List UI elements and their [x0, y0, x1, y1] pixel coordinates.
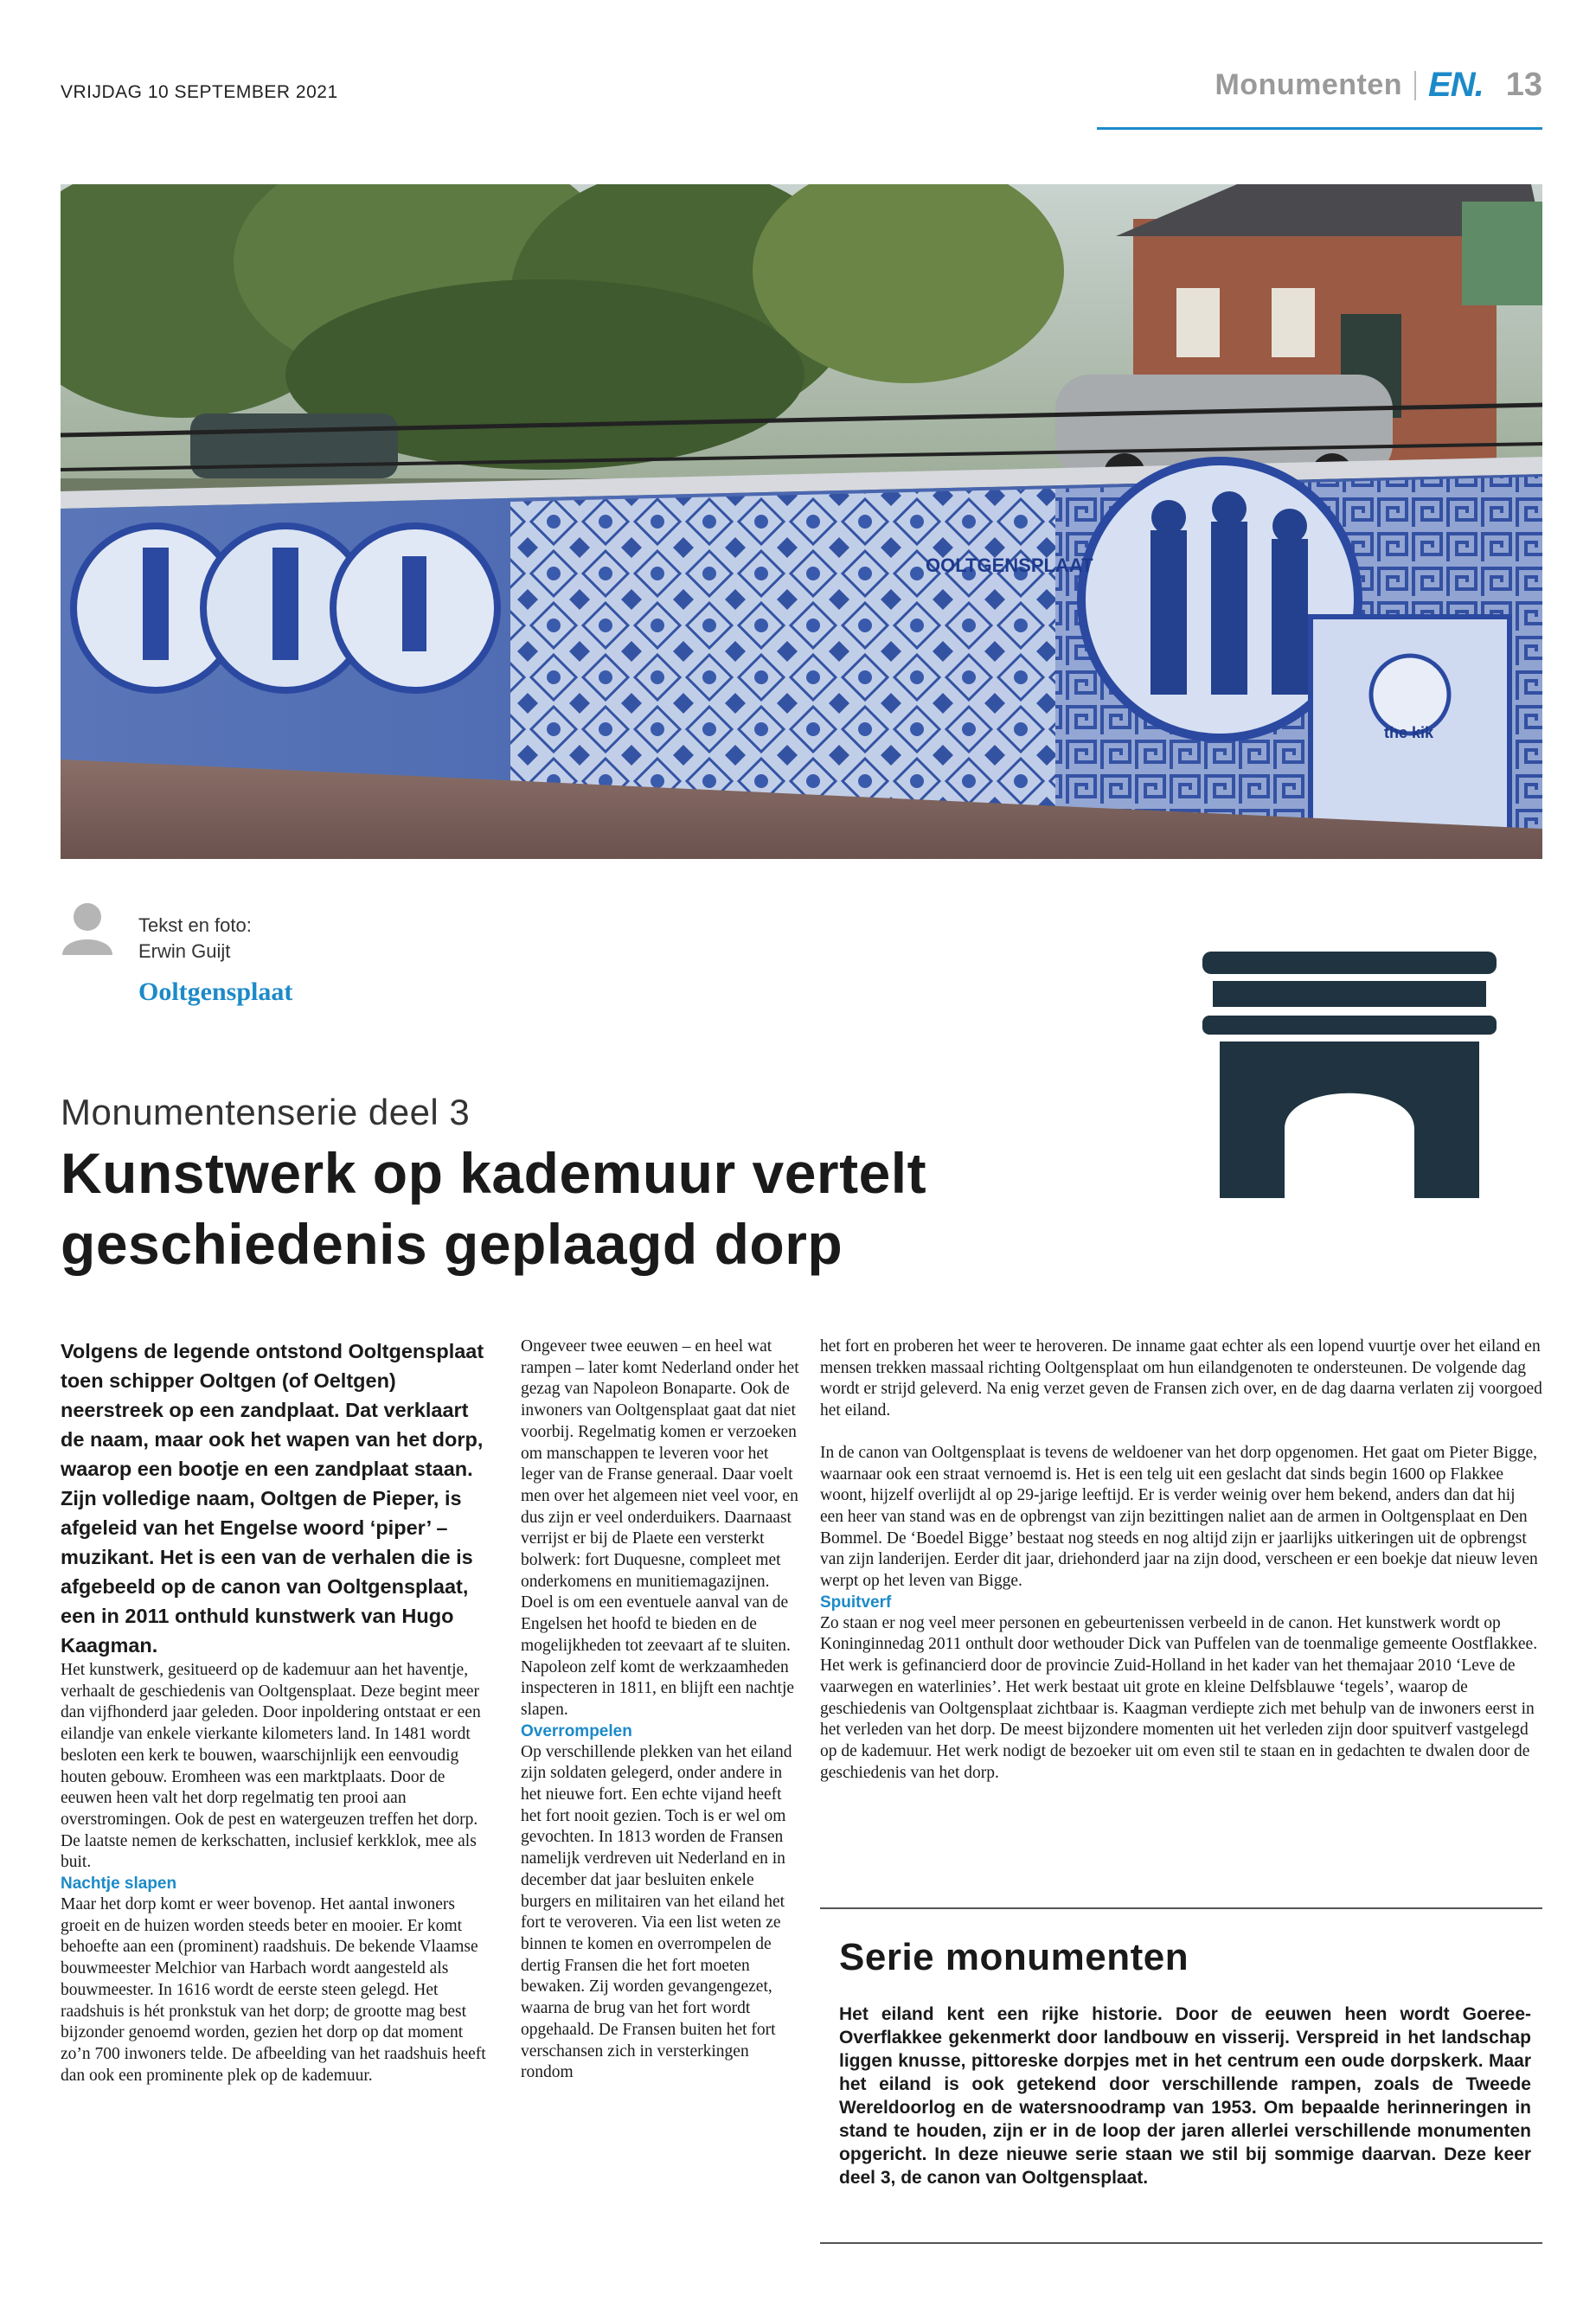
paragraph-gap — [820, 1422, 1542, 1443]
photo-credit — [138, 913, 252, 965]
subheading-spuitverf: Spuitverf — [820, 1593, 892, 1612]
body-paragraph: In de canon van Ooltgensplaat is tevens de weldoener van het dorp opgenomen. Het gaat om Pieter Bigge, waarnaar ook een straat vernoemd is. Het is een telg uit een geslacht dat sinds begin 1600 op Flakkee woont, hijzelf overlijdt al op 29-jarige leeftijd. Er is verder weinig over hem bekend, anders dan dat hij een heer van stand was en de opbrengst van zijn bezittingen naliet aan de armen in Ooltgensplaat en Den Bommel. De ‘Boedel Bigge’ bestaat nog steeds en nog altijd zijn er jaarlijks uitkeringen uit de opbrengst van zijn landerijen. Eerder dit jaar, driehonderd jaar na zijn dood, verscheen er een boekje dat nieuw leven werpt op het leven van Bigge. — [820, 1443, 1538, 1591]
body-paragraph: Zo staan er nog veel meer personen en gebeurtenissen verbeeld in de canon. Het kunstwerk wordt op Koninginnedag 2011 onthult door wethouder Dick van Puffelen van de toenmalige gemeente Oostflakkee. Het werk is gefinancierd door de provincie Zuid-Holland in het kader van het themajaar 2010 ‘Leve de vaarwegen en waterlinies’. Het werk bestaat uit grote en kleine Delfsblauwe ‘tegels’, waarop de geschiedenis van Ooltgensplaat zichtbaar is. Kaagman verdiepte zich met behulp van de inwoners eerst in het verleden van het dorp. De meest bijzondere momenten uit het verleden zijn door spuitverf vastgelegd op de kademuur. Het werk nodigt de bezoeker uit om even stil te staan en in gedachten te dwalen door de geschiedenis van het dorp. — [820, 1613, 1538, 1782]
section-name: Monumenten — [1215, 68, 1403, 101]
article-column-1 — [61, 1336, 493, 2086]
body-paragraph: Op verschillende plekken van het eiland zijn soldaten gelegerd, onder andere in het nieuwe fort. Een echte vijand heeft het fort nooit gezien. Toch is er wel om gevochten. In 1813 worden de Fransen namelijk verdreven uit Nederland en in december dat jaar besluiten enkele burgers en militairen van het eiland het fort te veroveren. Via een list weten ze binnen te komen en overrompelen de dertig Fransen die het fort moeten bewaken. Zij worden gevangengezet, waarna de brug van het fort wordt opgehaald. De Fransen buiten het fort verschansen zich in versterkingen rondom — [521, 1742, 792, 2082]
issue-date: VRIJDAG 10 SEPTEMBER 2021 — [61, 82, 338, 102]
article-intro: Volgens de legende ontstond Ooltgensplaat toen schipper Ooltgen (of Oeltgen) neerstreek op een zandplaat. Dat verklaart de naam, maar ook het wapen van het dorp, waarop een bootje en een zandplaat staan. Zijn volledige naam, Ooltgen de Pieper, is afgeleid van het Engelse woord ‘piper’ – muzikant. Het is een van de verhalen die is afgebeeld op de canon van Ooltgensplaat, een in 2011 onthuld kunstwerk van Hugo Kaagman. — [61, 1340, 484, 1657]
credit-line-2: Erwin Guijt — [138, 940, 231, 962]
page-number: 13 — [1505, 67, 1542, 103]
mural-illustration — [61, 184, 1542, 859]
series-box-text: Het eiland kent een rijke historie. Door de eeuwen heen wordt Goeree-Overflakkee gekenmerkt door landbouw en visserij. Verspreid in het landschap liggen knusse, pittoreske dorpjes met in het centrum een oude dorpskerk. Maar het eiland is ook getekend door verschillende rampen, zoals de Tweede Wereldoorlog en de watersnoodramp van 1953. Om bepaalde herinneringen in stand te houden, zijn er in de loop der jaren allerlei verschillende monumenten opgericht. In deze nieuwe serie staan we stil bij sommige daarvan. Deze keer deel 3, de canon van Ooltgensplaat. — [839, 2004, 1531, 2188]
header-divider — [1414, 71, 1416, 100]
article-column-3 — [820, 1336, 1542, 1784]
body-paragraph: het fort en proberen het weer te heroveren. De inname gaat echter als een lopend vuurtje over het eiland en mensen trekken massaal richting Ooltgensplaat om hun eilandgenoten te ondersteunen. De volgende dag wordt er strijd geleverd. Na enig verzet geven de Fransen zich over, en de dag daarna verlaten zij voorgoed het eiland. — [820, 1337, 1542, 1420]
wall-label: OOLTGENSPLAAT — [926, 554, 1093, 576]
body-paragraph: Ongeveer twee eeuwen – en heel wat rampen – later komt Nederland onder het gezag van Napoleon Bonaparte. Ook de inwoners van Ooltgensplaat gaat dat niet voorbij. Regelmatig komen er verzoeken om manschappen te leveren voor het leger van de Franse generaal. Daar voelt men over het algemeen niet veel voor, en dus zijn er veel onderduikers. Daarnaast verrijst er bij de Plaete een versterkt bolwerk: fort Duquesne, compleet met onderkomens en munitiemagazijnen. Doel is om een eventuele aanval van de Engelsen het hoofd te bieden en de mogelijkheden tot zeevaart af te sluiten. Napoleon zelf komt de werkzaamheden inspecteren in 1811, en blijft een nachtje slapen. — [521, 1337, 799, 1719]
box-label: the kik — [1384, 724, 1434, 741]
article-kicker: Monumentenserie deel 3 — [61, 1092, 471, 1132]
body-paragraph: Het kunstwerk, gesitueerd op de kademuur aan het haventje, verhaalt de geschiedenis van Ooltgensplaat. Deze begint meer dan vijfhonderd jaar geleden. Door inpoldering ontstaat er een eilandje van enkele vierkante kilometers land. In 1481 wordt besloten een kerk te bouwen, waarschijnlijk een eenvoudig houten gebouw. Eromheen was een marktplaats. Door de eeuwen heen valt het dorp regelmatig ten prooi aan overstromingen. Ook de pest en watergeuzen treffen het dorp. De laatste nemen de kerkschatten, inclusief kerkklok, mee als buit. — [61, 1661, 481, 1872]
newspaper-logo: EN. — [1428, 66, 1484, 104]
box-bottom-rule — [820, 2242, 1542, 2244]
headline-line-1: Kunstwerk op kademuur vertelt — [61, 1141, 927, 1205]
subheading-overrompelen: Overrompelen — [521, 1721, 632, 1740]
article-column-2 — [521, 1336, 799, 2084]
article-headline — [61, 1138, 1099, 1279]
series-box-title: Serie monumenten — [839, 1936, 1189, 1978]
monument-arch-icon — [1202, 952, 1497, 1198]
credit-line-1: Tekst en foto: — [138, 914, 252, 936]
author-avatar-icon — [62, 900, 112, 955]
subheading-nachtje-slapen: Nachtje slapen — [61, 1875, 177, 1894]
headline-line-2: geschiedenis geplaagd dorp — [61, 1212, 843, 1276]
page-header — [1215, 66, 1542, 105]
article-photo — [61, 184, 1542, 859]
box-top-rule — [820, 1907, 1542, 1909]
body-paragraph: Maar het dorp komt er weer bovenop. Het aantal inwoners groeit en de huizen worden steeds beter en mooier. Er komt behoefte aan een (prominent) raadshuis. De bekende Vlaamse bouwmeester Melchior van Harbach wordt aangesteld als bouwmeester. In 1616 wordt de eerste steen gelegd. Het raadshuis is hét pronkstuk van het dorp; de grootte mag best bijzonder genoemd worden, gezien het dorp op dat moment zo’n 700 inwoners telde. De afbeelding van het raadshuis heeft dan ook een prominente plek op de kademuur. — [61, 1895, 486, 2085]
dateline-location: Ooltgensplaat — [138, 977, 293, 1006]
header-rule — [1097, 127, 1542, 130]
